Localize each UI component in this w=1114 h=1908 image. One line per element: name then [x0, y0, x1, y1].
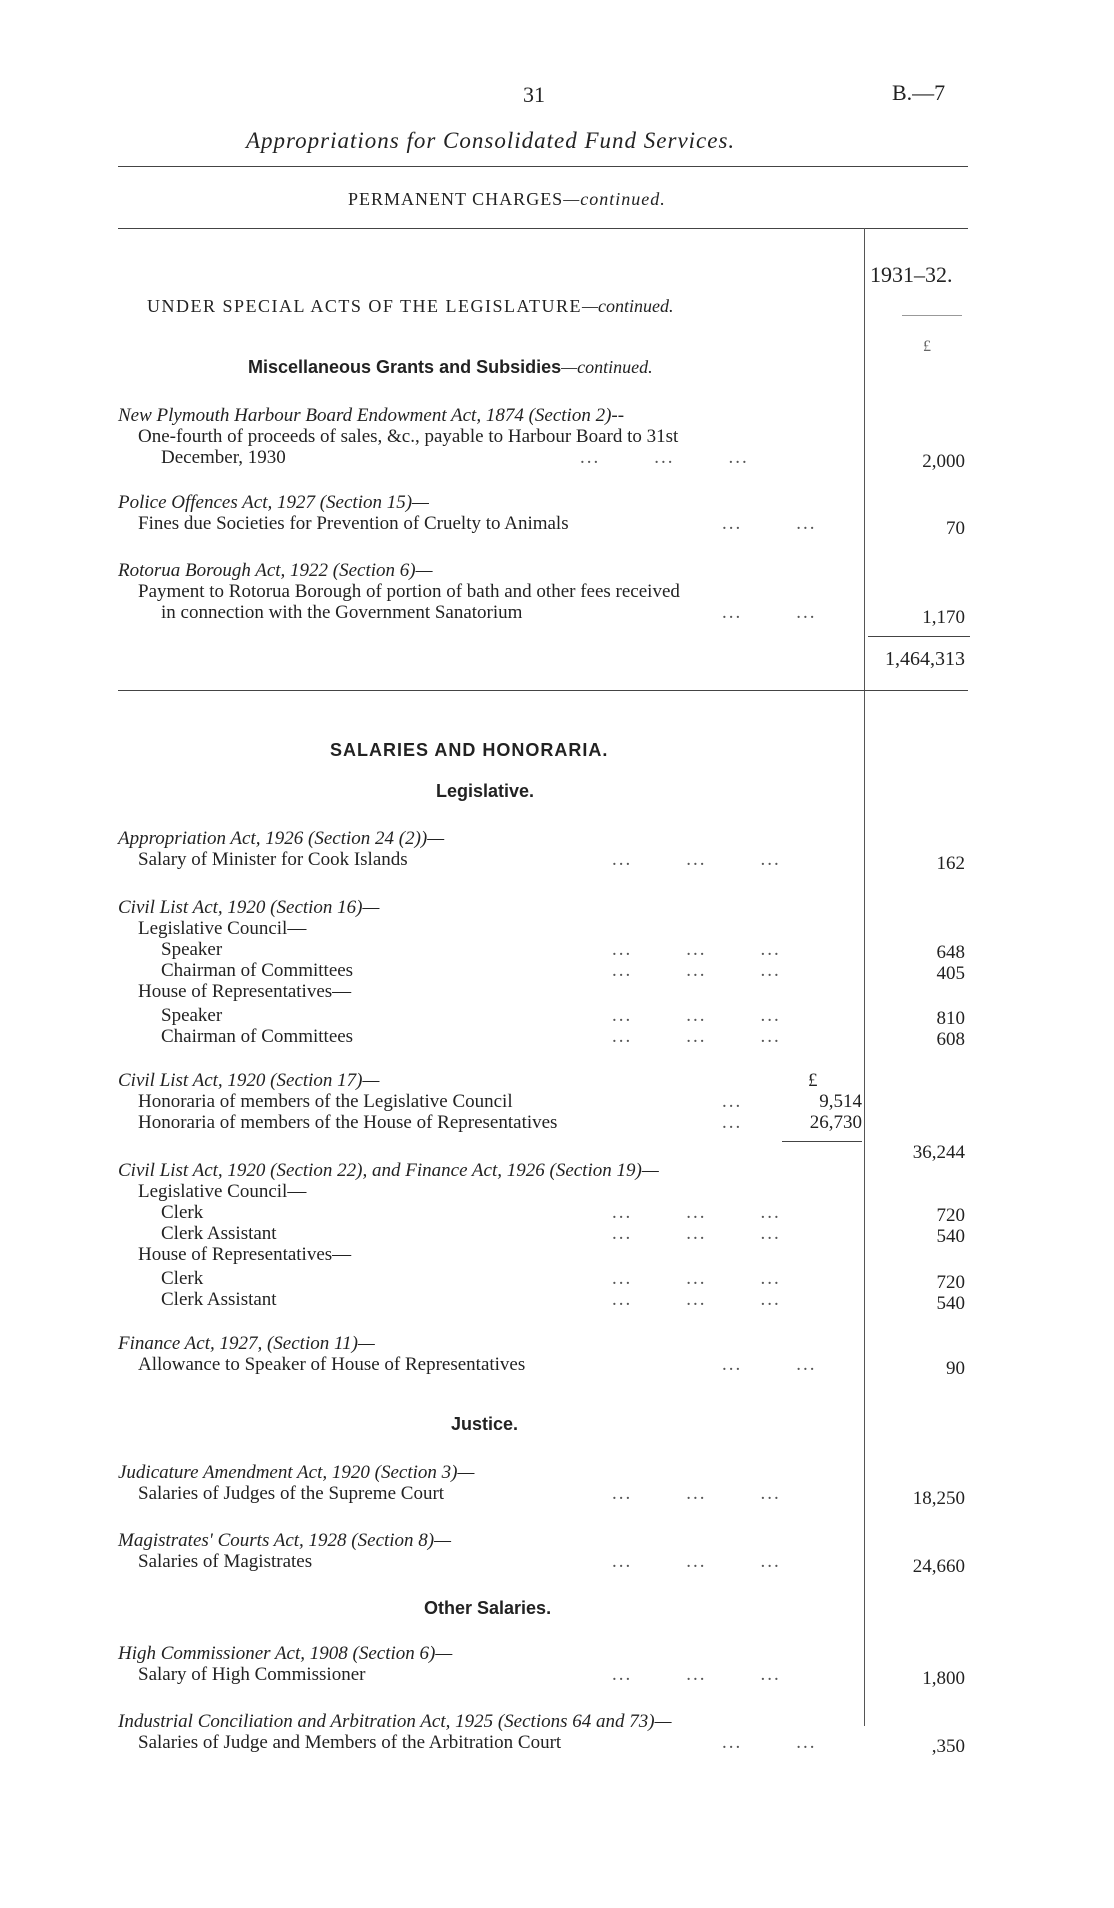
page-title: Appropriations for Consolidated Fund Services.: [246, 128, 736, 153]
leader-dots: ... ... ...: [612, 1223, 781, 1244]
item-hr-chairman: Chairman of Committees: [161, 1026, 354, 1047]
amount-high-commissioner: 1,800: [922, 1668, 965, 1689]
leader-dots: ... ... ...: [612, 1664, 781, 1685]
leader-dots: ... ... ...: [580, 447, 749, 468]
item-rotorua-line1: Payment to Rotorua Borough of portion of bath and other fees received: [138, 581, 680, 602]
leader-dots: ... ... ...: [612, 1289, 781, 1310]
item-arbitration-court-salaries: Salaries of Judge and Members of the Arbitration Court: [138, 1732, 562, 1753]
act-rotorua-borough: Rotorua Borough Act, 1922 (Section 6)—: [118, 560, 433, 581]
item-rotorua-line2: in connection with the Government Sanatorium: [161, 602, 523, 623]
item-honoraria-lc: Honoraria of members of the Legislative Council: [138, 1091, 513, 1112]
leader-dots: ... ... ...: [612, 1005, 781, 1026]
amount-lc-clerk: 720: [936, 1205, 965, 1226]
document-reference: B.—7: [892, 80, 946, 105]
leader-dots: ...: [722, 1112, 743, 1133]
item-minister-cook-islands: Salary of Minister for Cook Islands: [138, 849, 408, 870]
label-house-of-representatives-2: House of Representatives—: [138, 1244, 352, 1265]
year-column-header: 1931–32.: [870, 262, 953, 287]
subheading-misc-grants: [248, 357, 653, 378]
amount-minister-cook-islands: 162: [936, 853, 965, 874]
amount-lc-clerk-assistant: 540: [936, 1226, 965, 1247]
item-new-plymouth-line2: December, 1930: [161, 447, 286, 468]
section-separator: [118, 690, 968, 691]
act-police-offences: Police Offences Act, 1927 (Section 15)—: [118, 492, 429, 513]
item-lc-clerk: Clerk: [161, 1202, 204, 1223]
leader-dots: ... ... ...: [612, 1483, 781, 1504]
label-legislative-council-2: Legislative Council—: [138, 1181, 307, 1202]
amount-rotorua: 1,170: [922, 607, 965, 628]
leader-dots: ... ... ...: [612, 1551, 781, 1572]
amount-police-offences: 70: [946, 518, 965, 539]
page-number: 31: [523, 82, 545, 107]
section-heading-salaries: SALARIES AND HONORARIA.: [330, 740, 609, 760]
amount-lc-speaker: 648: [936, 942, 965, 963]
leader-dots: ...: [722, 1091, 743, 1112]
act-civil-list-16: Civil List Act, 1920 (Section 16)—: [118, 897, 380, 918]
item-honoraria-hr: Honoraria of members of the House of Representatives: [138, 1112, 558, 1133]
amount-hr-chairman: 608: [936, 1029, 965, 1050]
amount-magistrates-salaries: 24,660: [912, 1556, 965, 1577]
amount-new-plymouth: 2,000: [922, 451, 965, 472]
leader-dots: ... ...: [722, 602, 817, 623]
year-header-rule: [902, 315, 962, 316]
subheading-other-salaries: Other Salaries.: [424, 1598, 552, 1618]
leader-dots: ... ... ...: [612, 960, 781, 981]
amount-honoraria-total: 36,244: [912, 1142, 965, 1163]
title-rule: [118, 166, 968, 167]
special-acts-continued: —continued.: [582, 296, 674, 316]
subheading-legislative: Legislative.: [436, 781, 535, 801]
act-magistrates-courts: Magistrates' Courts Act, 1928 (Section 8)—: [118, 1530, 452, 1551]
pound-unit: £: [923, 338, 931, 355]
subtitle-main: PERMANENT CHARGES: [348, 189, 564, 209]
special-acts-heading: UNDER SPECIAL ACTS OF THE LEGISLATURE: [147, 296, 583, 316]
act-judicature-amendment: Judicature Amendment Act, 1920 (Section 3)—: [118, 1462, 475, 1483]
item-hr-clerk: Clerk: [161, 1268, 204, 1289]
act-high-commissioner: High Commissioner Act, 1908 (Section 6)—: [118, 1643, 453, 1664]
item-hr-speaker: Speaker: [161, 1005, 223, 1026]
label-house-of-representatives: House of Representatives—: [138, 981, 352, 1002]
leader-dots: ... ... ...: [612, 849, 781, 870]
section-heading-special-acts: [147, 296, 674, 317]
label-legislative-council: Legislative Council—: [138, 918, 307, 939]
subtotal-rule: [782, 1141, 862, 1142]
section-total: 1,464,313: [885, 648, 965, 670]
act-finance-1927: Finance Act, 1927, (Section 11)—: [118, 1333, 375, 1354]
amount-honoraria-hr: 26,730: [809, 1112, 862, 1133]
amount-lc-chairman: 405: [936, 963, 965, 984]
act-new-plymouth: New Plymouth Harbour Board Endowment Act, 1874 (Section 2)--: [118, 405, 625, 426]
amount-hr-clerk-assistant: 540: [936, 1293, 965, 1314]
total-rule: [868, 636, 970, 637]
leader-dots: ... ... ...: [612, 1202, 781, 1223]
act-civil-list-22-finance-26: Civil List Act, 1920 (Section 22), and Finance Act, 1926 (Section 19)—: [118, 1160, 659, 1181]
act-civil-list-17: Civil List Act, 1920 (Section 17)—: [118, 1070, 380, 1091]
leader-dots: ... ... ...: [612, 1268, 781, 1289]
item-lc-speaker: Speaker: [161, 939, 223, 960]
subtitle-rule: [118, 228, 968, 229]
item-hr-clerk-assistant: Clerk Assistant: [161, 1289, 277, 1310]
act-industrial-conciliation: Industrial Conciliation and Arbitration Act, 1925 (Sections 64 and 73)—: [118, 1711, 672, 1732]
amount-honoraria-lc: 9,514: [819, 1091, 862, 1112]
item-supreme-court-judges: Salaries of Judges of the Supreme Court: [138, 1483, 445, 1504]
leader-dots: ... ...: [722, 1732, 817, 1753]
item-police-offences: Fines due Societies for Prevention of Cruelty to Animals: [138, 513, 569, 534]
leader-dots: ... ... ...: [612, 1026, 781, 1047]
amount-arbitration-court: ,350: [931, 1736, 965, 1757]
leader-dots: ... ... ...: [612, 939, 781, 960]
subheading-justice: Justice.: [451, 1414, 519, 1434]
item-magistrates-salaries: Salaries of Magistrates: [138, 1551, 313, 1572]
leader-dots: ... ...: [722, 1354, 817, 1375]
misc-grants-continued: —continued.: [561, 357, 653, 377]
leader-dots: ... ...: [722, 513, 817, 534]
item-lc-clerk-assistant: Clerk Assistant: [161, 1223, 277, 1244]
subtitle-continued: —continued.: [563, 189, 666, 209]
item-speaker-allowance: Allowance to Speaker of House of Representatives: [138, 1354, 526, 1375]
act-appropriation: Appropriation Act, 1926 (Section 24 (2))—: [118, 828, 445, 849]
item-new-plymouth-line1: One-fourth of proceeds of sales, &c., payable to Harbour Board to 31st: [138, 426, 679, 447]
pound-subcolumn: £: [808, 1070, 818, 1091]
amount-hr-speaker: 810: [936, 1008, 965, 1029]
section-subtitle: [348, 189, 666, 210]
item-lc-chairman: Chairman of Committees: [161, 960, 354, 981]
item-high-commissioner-salary: Salary of High Commissioner: [138, 1664, 366, 1685]
amount-speaker-allowance: 90: [946, 1358, 965, 1379]
amount-hr-clerk: 720: [936, 1272, 965, 1293]
misc-grants-heading: Miscellaneous Grants and Subsidies: [248, 357, 562, 377]
amount-supreme-court-judges: 18,250: [912, 1488, 965, 1509]
